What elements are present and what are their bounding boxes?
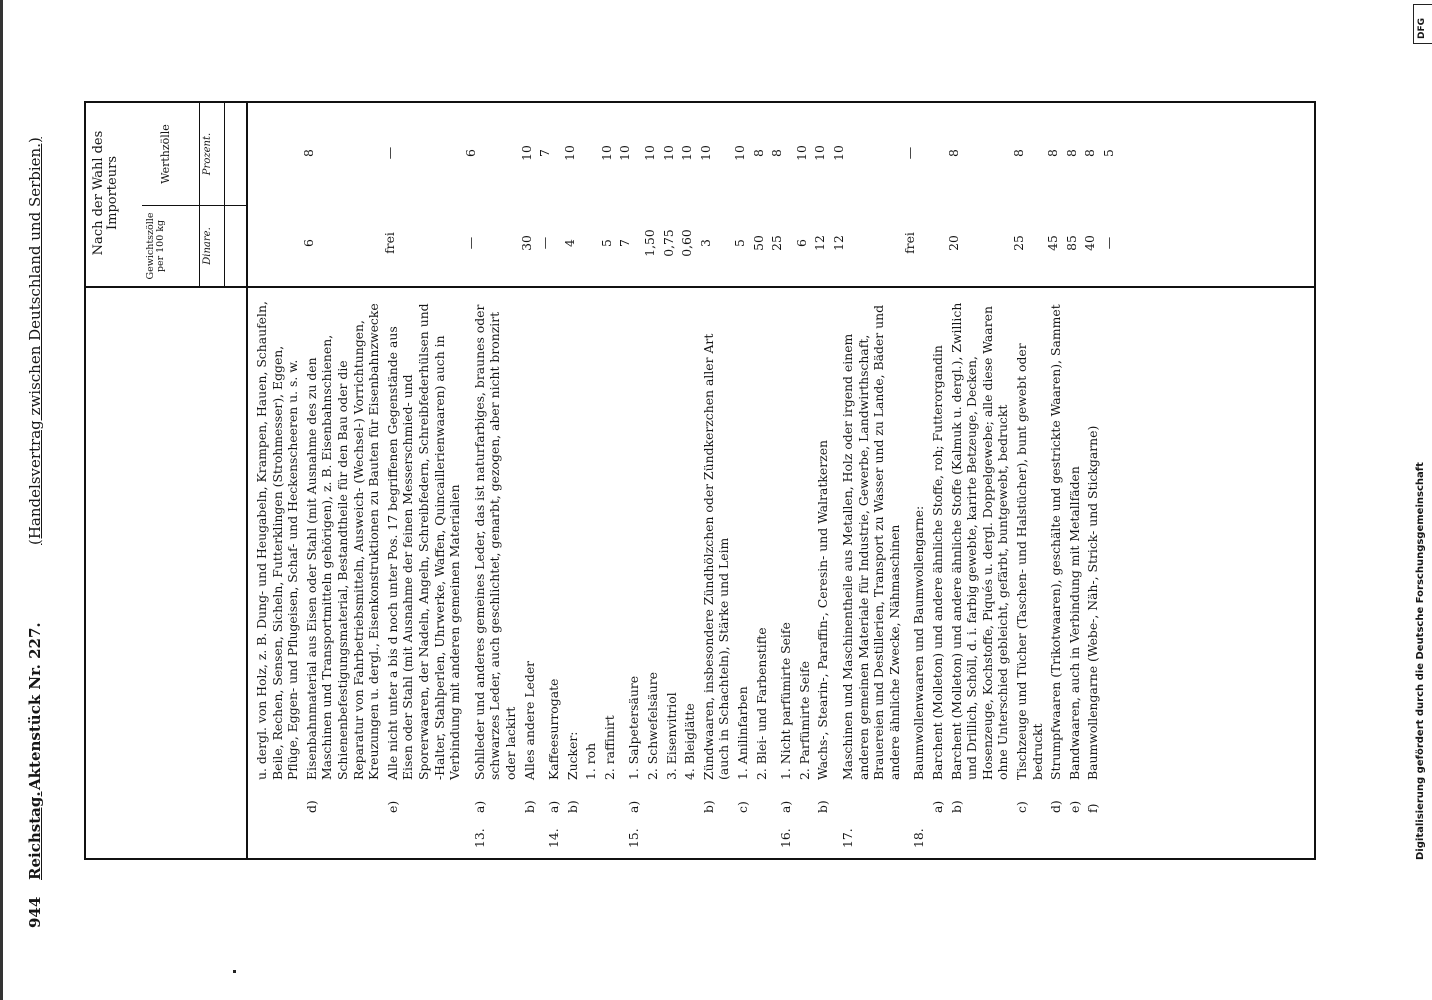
page-number: 944 <box>26 896 44 928</box>
dfg-logo <box>1413 4 1432 44</box>
weight-duty: 85 <box>1063 235 1079 251</box>
item-letter: a) <box>626 800 642 813</box>
table-row <box>254 103 316 858</box>
weight-duty: — <box>537 236 553 250</box>
weight-duty: 25 <box>769 235 785 251</box>
value-duty: 7 <box>537 149 553 157</box>
item-letter: b) <box>948 800 964 813</box>
item-description: Wachs-, Stearin-, Paraffin-, Ceresin- und Walratkerzen <box>815 439 831 780</box>
value-duty: 8 <box>1082 149 1098 157</box>
table-row <box>601 103 633 858</box>
item-letter: b) <box>815 800 831 813</box>
header-divider <box>246 103 248 858</box>
item-description: 3. Eisenvitriol <box>663 692 679 780</box>
value-duty: 10 <box>598 145 614 161</box>
table-head-value: Werthzölle <box>159 124 172 184</box>
table-row <box>384 103 478 858</box>
weight-duty: 12 <box>831 235 846 251</box>
value-duty: 8 <box>1045 149 1061 157</box>
item-description: Baumwollengarne (Webe-, Näh-, Strick- und Stickgarne) <box>1085 425 1101 780</box>
dfg-logo-text: DFG <box>1417 17 1427 39</box>
item-number: 16. <box>778 828 794 848</box>
weight-duty: 6 <box>793 239 809 247</box>
weight-duty: 6 <box>300 239 316 247</box>
item-letter: f) <box>1085 803 1101 813</box>
table-row <box>753 103 785 858</box>
item-letter: e) <box>384 800 400 813</box>
item-letter: d) <box>1048 800 1064 813</box>
sidebar-credit <box>1415 140 1432 860</box>
weight-duty: 20 <box>945 235 961 251</box>
item-description: Baumwollenwaaren und Baumwollengarne: <box>911 505 927 780</box>
item-description: Kaffeesurrogate <box>546 678 562 780</box>
duty-column-divider <box>142 205 246 206</box>
item-number: 18. <box>911 828 927 848</box>
value-duty: 8 <box>769 149 785 157</box>
unit-prozent: Prozent. <box>202 132 213 176</box>
value-duty: 8 <box>300 149 316 157</box>
weight-duty: frei <box>902 232 918 254</box>
item-letter: b) <box>700 800 716 813</box>
value-duty: 10 <box>793 145 809 161</box>
item-number: 15. <box>626 828 642 848</box>
table-row <box>911 103 927 858</box>
value-duty: 10 <box>660 145 676 161</box>
weight-duty: 25 <box>1010 235 1026 251</box>
value-duty: 8 <box>1010 149 1026 157</box>
weight-duty: — <box>462 236 478 250</box>
weight-duty: 40 <box>1082 235 1098 251</box>
table-head-weight: Gewichtszölle per 100 kg <box>145 212 167 280</box>
item-letter: d) <box>303 800 319 813</box>
item-number: 17. <box>840 828 855 848</box>
header-left: Reichstag. <box>26 791 44 880</box>
weight-duty: 50 <box>750 235 766 251</box>
item-letter: b) <box>521 800 537 813</box>
item-description: 2. Schwefelsäure <box>645 672 661 780</box>
table-row <box>682 103 713 858</box>
header-subtitle: (Handelsvertrag zwischen Deutschland und Serbien.) <box>26 137 44 545</box>
value-duty: 8 <box>945 149 961 157</box>
item-description: 2. raffinirt <box>601 715 617 780</box>
weight-duty: 0,60 <box>679 229 695 257</box>
item-letter: b) <box>564 800 580 813</box>
sidebar-credit-text: Digitalisierung gefördert durch die Deutsche Forschungsgemeinschaft <box>1415 462 1426 860</box>
table-row <box>929 103 961 858</box>
item-description: 2. Blei- und Farbenstifte <box>753 627 769 780</box>
item-letter: c) <box>735 801 751 813</box>
table-row <box>948 103 1026 858</box>
item-description: Barchent (Molleton) und andere ähnliche Stoffe (Kalmuk u. dergl.), Zwillich und Drillich, Schöll, d. i. farbig gewebte, karirte Betzeuge, Decken, Hosenzeuge, Kochstoffe, Piqués u. dergl. Doppelgewebe; alle diese Waaren ohne Unterschied gebleicht, gefärbt, buntgewebt, bedruckt <box>948 302 1011 780</box>
item-description: 4. Bleiglätte <box>682 703 698 780</box>
weight-duty: 1,50 <box>642 229 658 257</box>
weight-duty: — <box>1100 236 1116 250</box>
table-row <box>303 103 397 858</box>
item-letter: e) <box>1066 800 1082 813</box>
value-duty: 10 <box>831 145 846 161</box>
weight-duty: frei <box>381 232 397 254</box>
value-duty: 6 <box>462 149 478 157</box>
value-duty: — <box>381 146 397 160</box>
item-letter: a) <box>929 800 945 813</box>
unit-line <box>224 103 225 286</box>
table-row <box>521 103 553 858</box>
value-duty: 8 <box>1063 149 1079 157</box>
weight-duty: 5 <box>732 239 748 247</box>
weight-duty: 5 <box>598 239 614 247</box>
unit-dinare: Dinare. <box>202 227 213 265</box>
item-description: 1. Salpetersäure <box>626 675 642 780</box>
item-description: 1. Nicht parfümirte Seife <box>778 622 794 780</box>
item-description: Sohlleder und anderes gemeines Leder, das ist naturfarbiges, braunes oder schwarzes Leder, auch geschlichtet, genarbt, gezogen, aber nicht bronzirt oder lackirt <box>471 304 518 780</box>
item-description: Zucker: <box>564 731 580 780</box>
value-duty: 10 <box>642 145 658 161</box>
tariff-table <box>84 101 1316 860</box>
item-description: Eisenbahnmaterial aus Eisen oder Stahl (mit Ausnahme des zu den Maschinen und Transportmitteln gehörigen), z. B. Eisenbahnschienen, Schienenbefestigungsmaterial, Bestandtheile für den Bau oder die Reparatur von Fahrbetriebsmitteln, Ausweich- (Wechsel-) Vorrichtungen, Kreuzungen u. dergl., Eisenkonstruktionen zu Bauten für Eisenbahnzwecke <box>303 303 382 780</box>
weight-duty: 4 <box>561 239 577 247</box>
item-description: Tischzeuge und Tücher (Taschen- und Halstücher), bunt gewebt oder bedruckt <box>1013 343 1045 780</box>
value-duty: 10 <box>697 145 713 161</box>
weight-duty: 12 <box>812 235 828 251</box>
item-description: Maschinen und Maschinentheile aus Metallen, Holz oder irgend einem anderen gemeinen Materiale für Industrie, Gewerbe, Landwirthschaft, Brauereien und Destillerien, Transport zu Wasser und zu Lande, Bäder und andere ähnliche Zwecke, Nähmaschinen <box>840 304 902 780</box>
table-row <box>1085 103 1116 858</box>
item-letter: a) <box>471 800 487 813</box>
value-duty: 10 <box>617 145 633 161</box>
value-duty: 10 <box>518 145 534 161</box>
item-description: Zündwaaren, insbesondere Zündhölzchen oder Zündkerzchen aller Art (auch in Schachteln), Stärke und Leim <box>700 333 732 780</box>
subheader-line <box>199 103 200 286</box>
table-row <box>565 103 581 858</box>
item-number: 14. <box>546 828 562 848</box>
value-duty: 8 <box>750 149 766 157</box>
item-number: 13. <box>471 828 487 848</box>
weight-duty: 3 <box>697 239 713 247</box>
running-header <box>0 0 60 1000</box>
item-description: 2. Parfümirte Seife <box>796 660 812 780</box>
item-letter: a) <box>546 800 562 813</box>
item-description: Bandwaaren, auch in Verbindung mit Metallfäden <box>1066 466 1082 780</box>
header-title: Aktenstück Nr. 227. <box>26 622 44 790</box>
item-description: Alle nicht unter a bis d noch unter Pos. 17 begriffenen Gegenstände aus Eisen oder Stahl (mit Ausnahme der feinen Messerschmied- und Sporerwaaren, der Nadeln, Angeln, Schreibfedern, Schreibfederhülsen und -Halter, Stahlperlen, Uhrwerke, Waffen, Quincaillerienwaaren) auch in Verbindung mit anderen gemeinen Materialien <box>384 303 463 780</box>
item-description: Strumpfwaaren (Trikotwaaren), geschälte und gestrickte Waaren), Sammet <box>1048 304 1064 780</box>
weight-duty: 45 <box>1045 235 1061 251</box>
item-description: 1. roh <box>583 742 599 780</box>
value-duty: 10 <box>732 145 748 161</box>
value-duty: 10 <box>679 145 695 161</box>
value-duty: 10 <box>561 145 577 161</box>
table-row <box>840 103 918 858</box>
weight-duty: 30 <box>518 235 534 251</box>
item-description: Alles andere Leder <box>521 660 537 780</box>
value-duty: — <box>902 146 918 160</box>
value-duty: 5 <box>1100 149 1116 157</box>
value-duty: 10 <box>812 145 828 161</box>
item-description: 1. Anilinfarben <box>735 686 751 780</box>
weight-duty: 0,75 <box>660 229 676 257</box>
item-letter: c) <box>1013 801 1029 813</box>
table-row <box>815 103 846 858</box>
item-letter: a) <box>778 800 794 813</box>
weight-duty: 7 <box>617 239 633 247</box>
table-body <box>251 103 1116 858</box>
item-description: Barchent (Molleton) und andere ähnliche Stoffe, roh; Futterorgandin <box>929 345 945 780</box>
item-description: u. dergl. von Holz, z. B. Dung- und Heugabeln, Krampen, Hauen, Schaufeln, Beile, Rechen, Sensen, Sicheln, Futterklingen (Strohmesser), Eggen, Pflüge, Eggen- und Pflugeisen, Schaf- und Heckenscheeren u. s. w. <box>254 301 301 780</box>
table-head-main: Nach der Wahl des Importeurs <box>91 130 121 256</box>
